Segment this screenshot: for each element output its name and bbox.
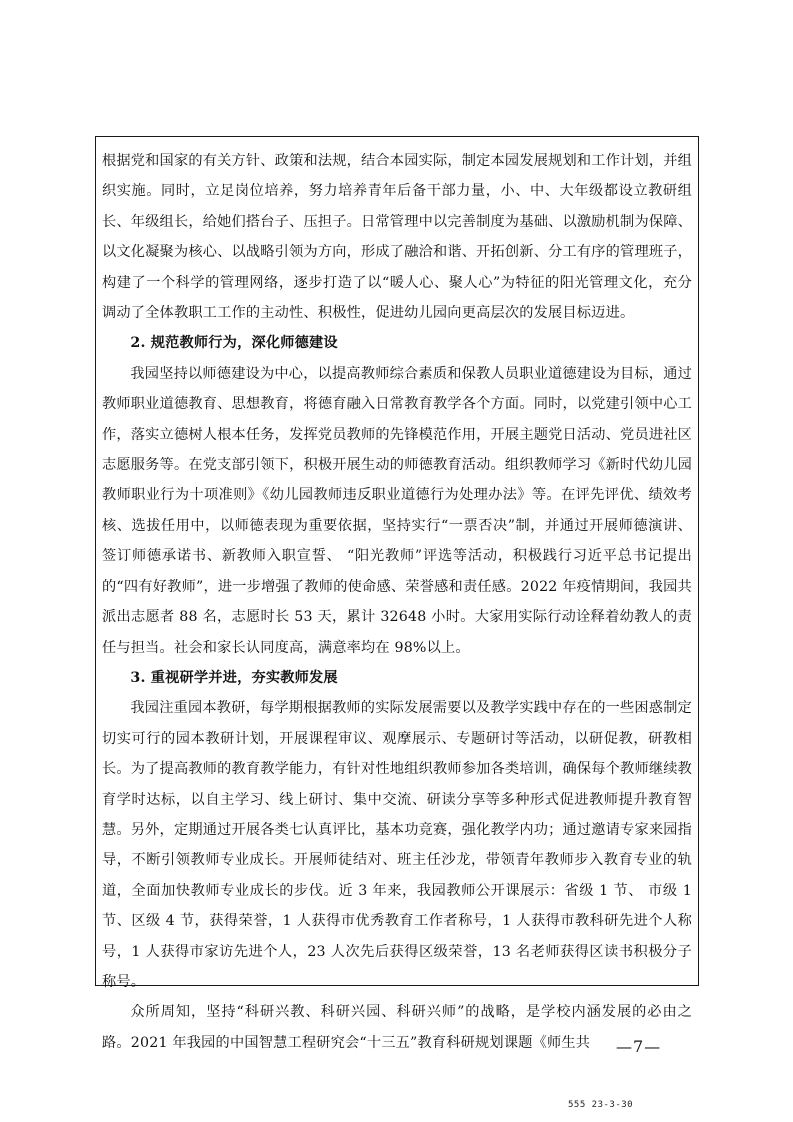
document-body bbox=[102, 146, 692, 1058]
paragraph-research: 我园注重园本教研，每学期根据教师的实际发展需要以及教学实践中存在的一些困惑制定切实可行的园本教研计划，开展课程审议、观摩展示、专题研讨等活动，以研促教，研教相长。为了提高教师的教育教学能力，有针对性地组织教师参加各类培训，确保每个教师继续教育学时达标，以自主学习、线上研讨、集中交流、研读分享等多种形式促进教师提升教育智慧。另外，定期通过开展各类七认真评比，基本功竞赛，强化教学内功；通过邀请专家来园指导，不断引领教师专业成长。开展师徒结对、班主任沙龙，带领青年教师步入教育专业的轨道，全面加快教师专业成长的步伐。近 3 年来，我园教师公开课展示：省级 1 节、 市级 1 节、区级 4 节，获得荣誉，1 人获得市优秀教育工作者称号，1 人获得市教科研先进个人称号，1 人获得市家访先进个人，23 人次先后获得区级荣誉，13 名老师获得区读书积极分子称号。 bbox=[102, 700, 692, 990]
paragraph-continued: 根据党和国家的有关方针、政策和法规，结合本园实际，制定本园发展规划和工作计划，并组织实施。同时，立足岗位培养，努力培养青年后备干部力量，小、中、大年级都设立教研组长、年级组长，给她们搭台子、压担子。日常管理中以完善制度为基础、以激励机制为保障、以文化凝聚为核心、以战略引领为方向，形成了融洽和谐、开拓创新、分工有序的管理班子，构建了一个科学的管理网络，逐步打造了以“暖人心、聚人心”为特征的阳光管理文化，充分调动了全体教职工工作的主动性、积极性，促进幼儿园向更高层次的发展目标迈进。 bbox=[102, 153, 692, 322]
page-number: —7— bbox=[616, 1037, 662, 1056]
paragraph-research-strategy: 众所周知，坚持“科研兴教、科研兴园、科研兴师”的战略，是学校内涵发展的必由之路。2021 年我园的中国智慧工程研究会“十三五”教育科研规划课题《师生共 bbox=[102, 1004, 692, 1051]
content-frame bbox=[95, 136, 699, 1051]
section-heading-teacher-ethics: 2. 规范教师行为，深化师德建设 bbox=[130, 335, 338, 352]
paragraph-teacher-ethics: 我园坚持以师德建设为中心，以提高教师综合素质和保教人员职业道德建设为目标，通过教师职业道德教育、思想教育，将德育融入日常教育教学各个方面。同时，以党建引领中心工作，落实立德树人根本任务，发挥党员教师的先锋模范作用，开展主题党日活动、党员进社区志愿服务等。在党支部引领下，积极开展生动的师德教育活动。组织教师学习《新时代幼儿园教师职业行为十项准则》《幼儿园教师违反职业道德行为处理办法》等。在评先评优、绩效考核、选拔任用中，以师德表现为重要依据，坚持实行“一票否决”制，并通过开展师德演讲、签订师德承诺书、新教师入职宣誓、 “阳光教师”评选等活动，积极践行习近平总书记提出的“四有好教师”，进一步增强了教师的使命感、荣誉感和责任感。2022 年疫情期间，我园共派出志愿者 88 名，志愿时长 53 天，累计 32648 小时。大家用实际行动诠释着幼教人的责任与担当。社会和家长认同度高，满意率均在 98%以上。 bbox=[102, 365, 692, 656]
footer-code: 555 23-3-30 bbox=[568, 1100, 634, 1110]
section-heading-research: 3. 重视研学并进，夯实教师发展 bbox=[130, 669, 338, 686]
